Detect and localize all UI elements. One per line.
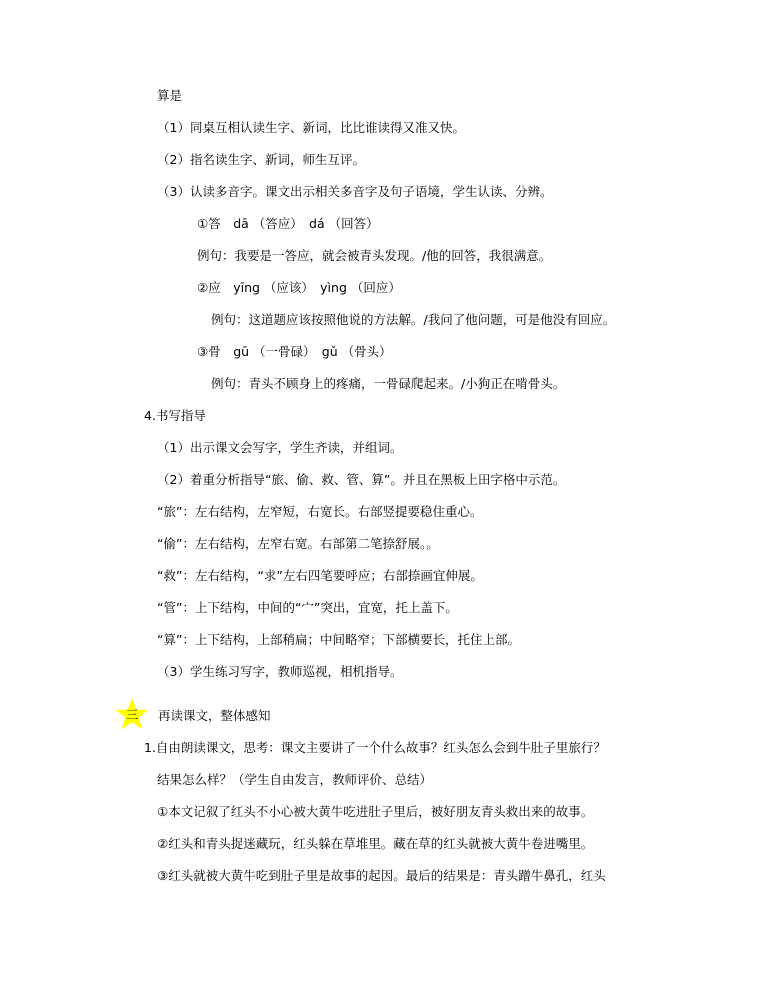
text-line: ②应 yīng （应该） yìng （回应） [197, 280, 401, 295]
text-line: 结果怎么样？（学生自由发言，教师评价、总结） [157, 772, 433, 787]
text-line: （2）着重分析指导“旅、偷、救、管、算”。并且在黑板上田字格中示范。 [157, 472, 566, 487]
text-line: 1.自由朗读课文，思考：课文主要讲了一个什么故事？红头怎么会到牛肚子里旅行？ [144, 740, 606, 755]
text-line: （1）出示课文会写字，学生齐读，并组词。 [157, 440, 403, 455]
section-number: 三 [125, 707, 139, 722]
text-line: ③红头就被大黄牛吃到肚子里是故事的起因。最后的结果是：青头蹭牛鼻孔，红头 [157, 868, 606, 883]
section-title: 再读课文，整体感知 [158, 708, 271, 723]
text-line: ①答 dā （答应） dá （回答） [197, 216, 379, 231]
text-line: （1）同桌互相认读生字、新词，比比谁读得又准又快。 [157, 120, 465, 135]
text-line: “管”：上下结构，中间的“宀”突出，宜宽，托上盖下。 [157, 600, 458, 615]
text-line: “算”：上下结构，上部稍扁；中间略窄；下部横要长，托住上部。 [157, 632, 520, 647]
text-line: ③骨 gū （一骨碌） gǔ （骨头） [197, 344, 392, 359]
text-line: （3）认读多音字。课文出示相关多音字及句子语境，学生认读、分辨。 [157, 184, 553, 199]
text-line: ②红头和青头捉迷藏玩，红头躲在草堆里。藏在草的红头就被大黄牛卷进嘴里。 [157, 836, 594, 851]
text-line: 例句：我要是一答应，就会被青头发现。/他的回答，我很满意。 [197, 248, 552, 263]
text-line: 算是 [157, 88, 183, 103]
text-line: 例句：青头不顾身上的疼痛，一骨碌爬起来。/小狗正在啃骨头。 [211, 376, 566, 391]
section-heading: 4.书写指导 [144, 408, 206, 423]
text-line: “救”：左右结构，“求”左右四笔要呼应；右部捺画宜伸展。 [157, 568, 483, 583]
text-line: （3）学生练习写字，教师巡视，相机指导。 [157, 664, 403, 679]
text-line: “旅”：左右结构，左窄短，右宽长。右部竖提要稳住重心。 [157, 504, 483, 519]
text-line: （2）指名读生字、新词，师生互评。 [157, 152, 365, 167]
text-line: ①本文记叙了红头不小心被大黄牛吃进肚子里后，被好朋友青头救出来的故事。 [157, 804, 594, 819]
text-line: “偷”：左右结构，左窄右宽。右部第二笔捺舒展。。 [157, 536, 439, 551]
text-line: 例句：这道题应该按照他说的方法解。/我问了他问题，可是他没有回应。 [211, 312, 616, 327]
section-header [114, 697, 374, 733]
